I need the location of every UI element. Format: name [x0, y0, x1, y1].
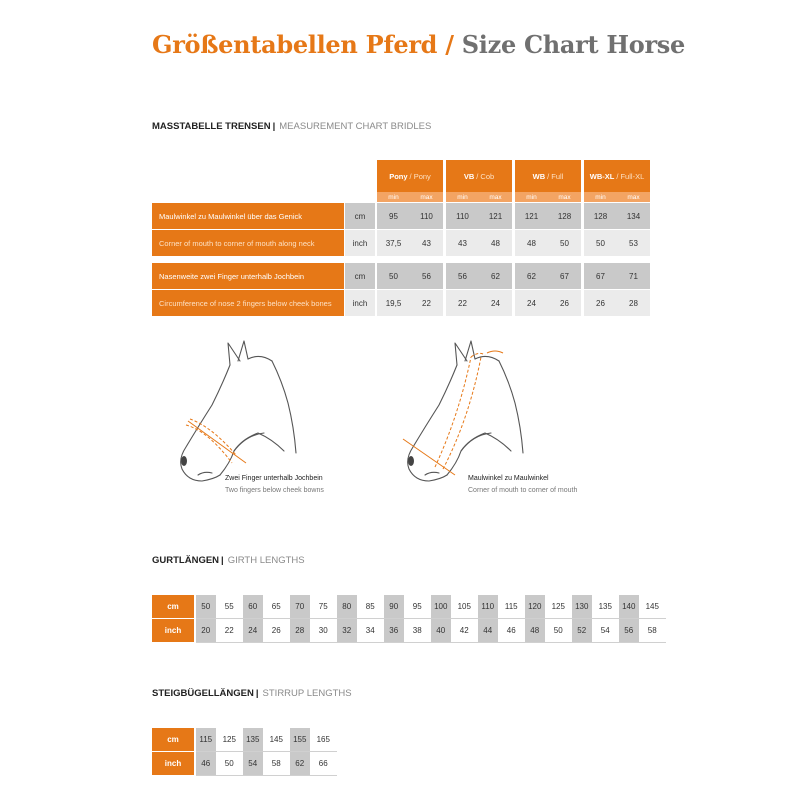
- value-cell: 56: [446, 263, 479, 289]
- value-cell: 67: [548, 263, 581, 289]
- value-cell: 95: [377, 203, 410, 229]
- cm-value: 115: [196, 728, 216, 751]
- cm-label: cm: [152, 728, 194, 751]
- inch-value: 42: [459, 626, 469, 635]
- cm-value: 120: [525, 595, 545, 618]
- cm-value: 100: [431, 595, 451, 618]
- title-separator: /: [445, 30, 454, 59]
- stirrup-heading: [152, 688, 352, 699]
- cm-value: 155: [290, 728, 310, 751]
- unit-cell: inch: [345, 290, 375, 316]
- horse-head-noseband-illustration: [168, 335, 338, 485]
- value-cell: 50: [584, 230, 617, 256]
- value-cell: 121: [479, 203, 512, 229]
- bridles-heading-de: MASSTABELLE TRENSEN: [152, 121, 271, 132]
- cm-value: 135: [243, 728, 263, 751]
- bridles-heading-sep: |: [272, 121, 276, 132]
- value-cell: 48: [479, 230, 512, 256]
- inch-value: 46: [196, 752, 216, 775]
- cm-value: 130: [572, 595, 592, 618]
- value-cell: 56: [410, 263, 443, 289]
- right-caption-de: Maulwinkel zu Maulwinkel: [468, 475, 549, 482]
- cm-value: 145: [645, 602, 659, 611]
- value-cell: 22: [446, 290, 479, 316]
- size-header-en: / Cob: [476, 171, 495, 181]
- inch-value: 24: [243, 619, 263, 642]
- inch-value: 34: [365, 626, 375, 635]
- cm-value: 135: [598, 602, 612, 611]
- min-label: min: [584, 192, 617, 202]
- inch-value: 20: [196, 619, 216, 642]
- cm-value: 95: [412, 602, 422, 611]
- value-cell: 24: [515, 290, 548, 316]
- value-cell: 110: [410, 203, 443, 229]
- size-header-2: [515, 160, 581, 192]
- cm-value: 145: [269, 735, 283, 744]
- size-header-en: / Full: [547, 171, 564, 181]
- value-cell: 62: [515, 263, 548, 289]
- stirrup-heading-de: STEIGBÜGELLÄNGEN: [152, 688, 254, 699]
- cm-label: cm: [152, 595, 194, 618]
- cm-value: 140: [619, 595, 639, 618]
- girth-heading-de: GURTLÄNGEN: [152, 555, 220, 566]
- inch-value: 22: [224, 626, 234, 635]
- girth-heading-sep: |: [221, 555, 224, 566]
- inch-label: inch: [152, 752, 194, 775]
- value-cell: 24: [479, 290, 512, 316]
- min-label: min: [515, 192, 548, 202]
- max-label: max: [617, 192, 650, 202]
- value-cell: 134: [617, 203, 650, 229]
- value-cell: 71: [617, 263, 650, 289]
- inch-value: 58: [271, 759, 281, 768]
- inch-value: 48: [525, 619, 545, 642]
- value-cell: 43: [410, 230, 443, 256]
- inch-value: 36: [384, 619, 404, 642]
- cm-value: 90: [384, 595, 404, 618]
- cm-value: 55: [224, 602, 234, 611]
- horse-head-crown-illustration: [395, 335, 565, 485]
- size-header-1: [446, 160, 512, 192]
- value-cell: 50: [377, 263, 410, 289]
- value-cell: 128: [548, 203, 581, 229]
- cm-value: 165: [316, 735, 330, 744]
- row-divider: [196, 642, 666, 643]
- left-caption-en: Two fingers below cheek bowns: [225, 487, 324, 494]
- right-caption-en: Corner of mouth to corner of mouth: [468, 487, 578, 494]
- inch-value: 62: [290, 752, 310, 775]
- inch-value: 28: [290, 619, 310, 642]
- value-cell: 67: [584, 263, 617, 289]
- inch-value: 52: [572, 619, 592, 642]
- value-cell: 43: [446, 230, 479, 256]
- inch-label: inch: [152, 619, 194, 642]
- inch-value: 46: [506, 626, 516, 635]
- size-header-0: [377, 160, 443, 192]
- value-cell: 37,5: [377, 230, 410, 256]
- value-cell: 53: [617, 230, 650, 256]
- value-cell: 110: [446, 203, 479, 229]
- page-title: [152, 30, 685, 59]
- cm-value: 125: [551, 602, 565, 611]
- cm-value: 50: [196, 595, 216, 618]
- title-en: Size Chart Horse: [461, 30, 685, 59]
- cm-value: 115: [504, 602, 518, 611]
- value-cell: 26: [548, 290, 581, 316]
- measure-label: Circumference of nose 2 fingers below cheek bones: [152, 290, 344, 316]
- cm-value: 105: [457, 602, 471, 611]
- stirrup-heading-en: STIRRUP LENGTHS: [262, 688, 352, 699]
- value-cell: 121: [515, 203, 548, 229]
- inch-value: 54: [243, 752, 263, 775]
- inch-value: 54: [600, 626, 610, 635]
- nostril-icon: [181, 456, 187, 466]
- nostril-icon: [408, 456, 414, 466]
- inch-value: 38: [412, 626, 422, 635]
- measure-label: Nasenweite zwei Finger unterhalb Jochbein: [152, 263, 344, 289]
- measure-label: Corner of mouth to corner of mouth along neck: [152, 230, 344, 256]
- inch-value: 50: [224, 759, 234, 768]
- size-header-en: / Pony: [409, 171, 431, 181]
- value-cell: 48: [515, 230, 548, 256]
- left-caption-de: Zwei Finger unterhalb Jochbein: [225, 475, 323, 482]
- inch-value: 32: [337, 619, 357, 642]
- min-label: min: [377, 192, 410, 202]
- unit-cell: cm: [345, 263, 375, 289]
- inch-value: 56: [619, 619, 639, 642]
- cm-value: 65: [271, 602, 281, 611]
- value-cell: 19,5: [377, 290, 410, 316]
- unit-cell: cm: [345, 203, 375, 229]
- cm-value: 85: [365, 602, 375, 611]
- unit-cell: inch: [345, 230, 375, 256]
- cm-value: 80: [337, 595, 357, 618]
- cm-value: 70: [290, 595, 310, 618]
- bridles-heading-en: MEASUREMENT CHART BRIDLES: [279, 121, 432, 132]
- inch-value: 30: [318, 626, 328, 635]
- size-header-de: WB: [532, 171, 546, 181]
- girth-heading-en: GIRTH LENGTHS: [227, 555, 305, 566]
- inch-value: 66: [318, 759, 328, 768]
- inch-value: 26: [271, 626, 281, 635]
- measure-label: Maulwinkel zu Maulwinkel über das Genick: [152, 203, 344, 229]
- size-header-de: Pony: [389, 171, 408, 181]
- max-label: max: [479, 192, 512, 202]
- bridles-heading: [152, 121, 431, 132]
- value-cell: 28: [617, 290, 650, 316]
- row-divider: [196, 775, 337, 776]
- cm-value: 60: [243, 595, 263, 618]
- inch-value: 40: [431, 619, 451, 642]
- title-de: Größentabellen Pferd: [152, 30, 438, 59]
- row-divider: [196, 751, 337, 752]
- min-label: min: [446, 192, 479, 202]
- inch-value: 44: [478, 619, 498, 642]
- size-header-de: WB-XL: [589, 171, 615, 181]
- stirrup-heading-sep: |: [255, 688, 259, 699]
- inch-value: 58: [647, 626, 657, 635]
- value-cell: 62: [479, 263, 512, 289]
- row-divider: [196, 618, 666, 619]
- value-cell: 128: [584, 203, 617, 229]
- size-header-de: VB: [463, 171, 475, 181]
- value-cell: 26: [584, 290, 617, 316]
- max-label: max: [548, 192, 581, 202]
- cm-value: 125: [222, 735, 236, 744]
- size-header-3: [584, 160, 650, 192]
- girth-heading: [152, 555, 305, 566]
- max-label: max: [410, 192, 443, 202]
- cm-value: 75: [318, 602, 328, 611]
- size-header-en: / Full-XL: [616, 171, 645, 181]
- value-cell: 50: [548, 230, 581, 256]
- cm-value: 110: [478, 595, 498, 618]
- value-cell: 22: [410, 290, 443, 316]
- inch-value: 50: [553, 626, 563, 635]
